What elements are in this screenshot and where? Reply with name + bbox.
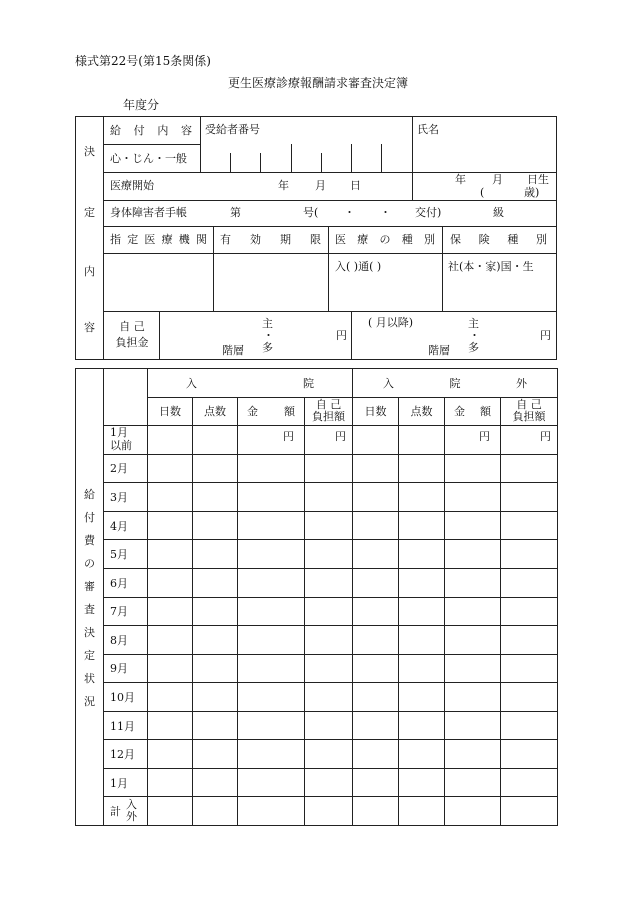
col-points-out: 点数	[399, 397, 445, 426]
col-copay-out: 自 己 負担額	[501, 397, 558, 426]
table-row	[76, 654, 558, 683]
floor-label-2: 階層	[428, 344, 450, 357]
start-month: 月	[315, 179, 326, 192]
row-label: 9月	[104, 654, 148, 683]
yen-unit: 円	[336, 329, 347, 342]
divider	[351, 311, 352, 360]
recipient-number-label: 受給者番号	[205, 123, 260, 136]
main-label: 主	[262, 317, 273, 330]
handbook-no-prefix: 第	[230, 206, 241, 219]
col-copay: 自 己 負担額	[305, 397, 353, 426]
benefit-table	[75, 368, 558, 826]
table-row	[76, 626, 558, 655]
care-type-label: 医 療 の 種 別	[335, 233, 435, 246]
row-label: 6月	[104, 568, 148, 597]
inpatient-header: 入 院	[148, 369, 353, 398]
total-row	[76, 797, 558, 826]
divider	[328, 226, 329, 311]
date-dot: ・	[344, 206, 355, 219]
table-row	[76, 426, 558, 455]
insurance-category-text: 社(本・家)国・生	[448, 260, 534, 273]
decision-side-label-4: 容	[84, 321, 95, 334]
divider	[200, 116, 201, 172]
table-row	[76, 768, 558, 797]
birth-year: 年	[455, 173, 466, 186]
birth-day-label: 日生	[527, 173, 549, 186]
validity-label: 有 効 期 限	[220, 233, 321, 246]
divider	[103, 116, 104, 360]
row-label: 2月	[104, 454, 148, 483]
age-label: 歳)	[524, 186, 540, 199]
row-label: 11月	[104, 711, 148, 740]
main-label-2: 主	[468, 317, 479, 330]
total-in-label: 入	[126, 798, 137, 812]
fiscal-year-label: 年度分	[123, 98, 160, 112]
row-label: 10月	[104, 683, 148, 712]
decision-side-label-1: 決	[84, 145, 95, 158]
handbook-no-suffix: 号(	[303, 206, 319, 219]
digit-tick	[291, 144, 292, 172]
total-out-label: 外	[126, 810, 137, 824]
issued-label: 交付)	[415, 206, 442, 219]
total-label: 計	[110, 805, 121, 819]
multi-label: 多	[262, 341, 273, 354]
treatment-start-label: 医療開始	[110, 179, 154, 192]
table-row	[76, 540, 558, 569]
handbook-label: 身体障害者手帳	[110, 206, 187, 219]
divider	[213, 226, 214, 311]
row-label: 7月	[104, 597, 148, 626]
medical-institution-label: 指 定 医 療 機 関	[110, 233, 207, 246]
divider	[103, 144, 200, 145]
separator-dot: ・	[263, 329, 274, 342]
table-row	[76, 454, 558, 483]
table-row	[76, 568, 558, 597]
col-points: 点数	[193, 397, 238, 426]
month-after-label: ( 月以降)	[368, 316, 414, 329]
yen-unit: 円	[238, 426, 305, 455]
name-label: 氏名	[417, 123, 439, 136]
table-row	[76, 683, 558, 712]
birth-month: 月	[492, 173, 503, 186]
row-label: 1月	[104, 768, 148, 797]
copay-label-top: 自 己	[119, 320, 145, 333]
divider	[442, 226, 443, 311]
table-row	[76, 740, 558, 769]
floor-label: 階層	[222, 344, 244, 357]
inpatient-outpatient-text: 入( )通( )	[335, 260, 382, 273]
divider	[103, 172, 557, 173]
divider	[159, 311, 160, 360]
row-label-before-jan: 1月 以前	[104, 426, 148, 455]
insurance-type-label: 保 険 種 別	[450, 233, 547, 246]
divider	[412, 116, 413, 172]
yen-unit: 円	[305, 426, 353, 455]
header-row-1	[76, 369, 558, 398]
total-label-cell	[104, 797, 148, 826]
row-label: 8月	[104, 626, 148, 655]
col-amount-out: 金 額	[445, 397, 501, 426]
table-row	[76, 711, 558, 740]
decision-side-label-3: 内	[84, 265, 95, 278]
row-label: 12月	[104, 740, 148, 769]
yen-unit: 円	[501, 426, 558, 455]
col-days-out: 日数	[353, 397, 399, 426]
table-row	[76, 511, 558, 540]
copay-label-bottom: 負担金	[115, 336, 149, 349]
col-days: 日数	[148, 397, 193, 426]
start-year: 年	[278, 179, 289, 192]
divider	[103, 311, 557, 312]
col-amount: 金 額	[238, 397, 305, 426]
outpatient-header: 入 院 外	[353, 369, 558, 398]
multi-label-2: 多	[468, 341, 479, 354]
benefit-side-label: 給 付 費 の 審 査 決 定 状 況	[76, 369, 104, 826]
benefit-content-label: 給 付 内 容	[110, 124, 192, 137]
start-day: 日	[350, 179, 361, 192]
form-number: 様式第22号(第15条関係)	[75, 54, 211, 68]
corner-cell	[104, 369, 148, 426]
row-label: 3月	[104, 483, 148, 512]
divider	[103, 200, 557, 201]
yen-unit-2: 円	[540, 329, 551, 342]
divider	[103, 253, 557, 254]
row-label: 5月	[104, 540, 148, 569]
separator-dot-2: ・	[469, 329, 480, 342]
divider	[412, 172, 413, 200]
grade-label: 級	[493, 206, 504, 219]
digit-tick	[351, 144, 352, 172]
digit-tick	[230, 153, 231, 172]
header-row-2	[76, 397, 558, 426]
category-text: 心・じん・一般	[110, 152, 187, 165]
row-label: 4月	[104, 511, 148, 540]
divider	[103, 226, 557, 227]
digit-tick	[381, 144, 382, 172]
decision-side-label-2: 定	[84, 206, 95, 219]
date-dot: ・	[380, 206, 391, 219]
digit-tick	[260, 153, 261, 172]
digit-tick	[321, 153, 322, 172]
table-row	[76, 597, 558, 626]
form-title: 更生医療診療報酬請求審査決定簿	[228, 76, 409, 90]
table-row	[76, 483, 558, 512]
yen-unit: 円	[445, 426, 501, 455]
age-paren: (	[480, 186, 485, 199]
